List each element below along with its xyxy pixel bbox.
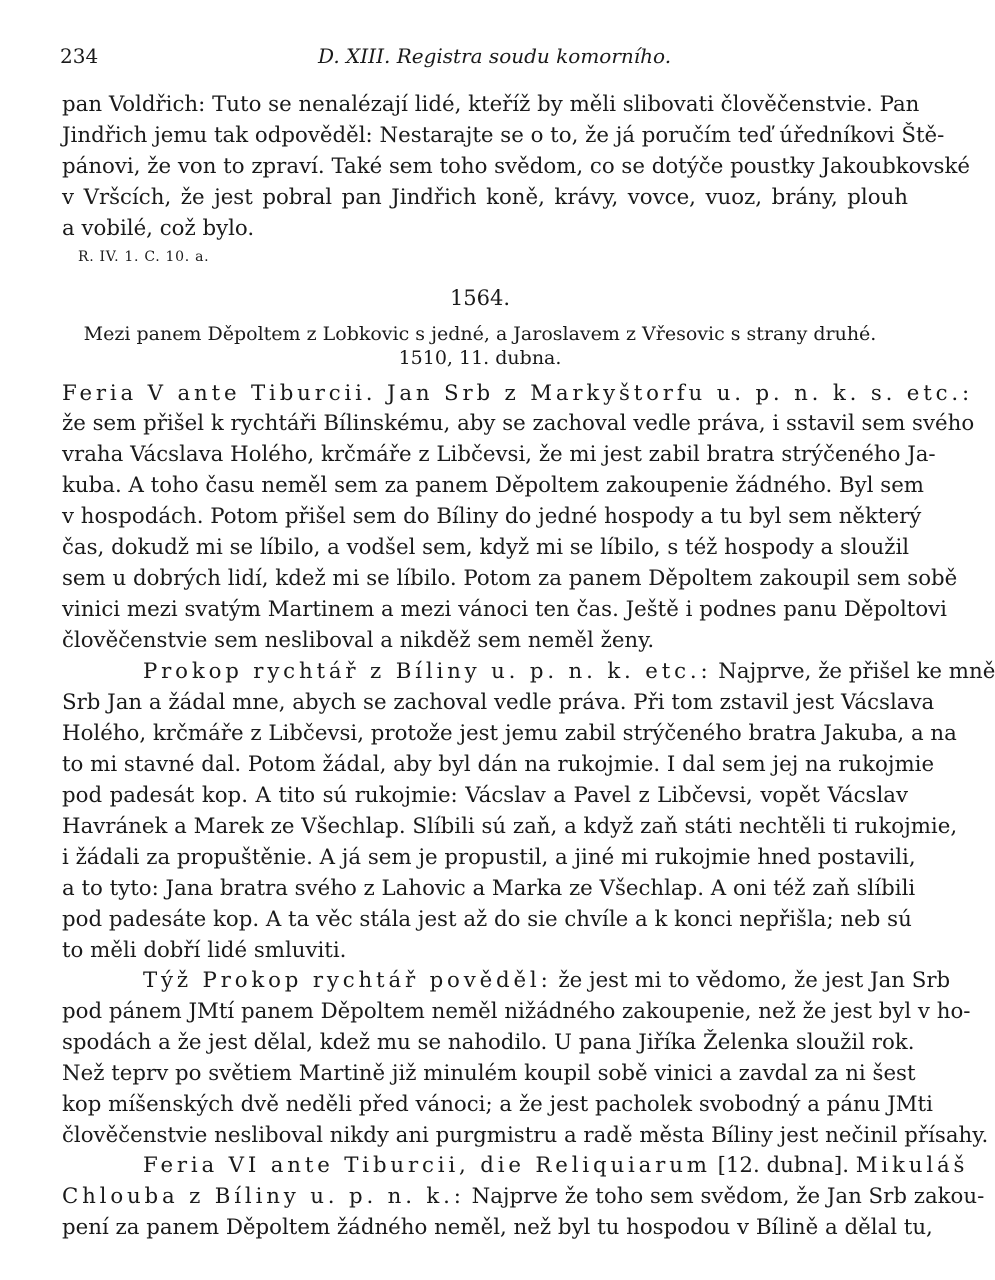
- line-text: Najprve že toho sem svědom, že Jan Srb zakou-: [471, 1184, 985, 1209]
- heading-text: Feria V ante Tiburcii. Jan Srb z Markyštorfu u. p. n. k. s. etc.:: [62, 381, 974, 406]
- heading-text: Mikuláš: [855, 1153, 969, 1178]
- date-text: [12. dubna].: [717, 1153, 849, 1178]
- paragraph-first-line: [143, 1152, 969, 1180]
- archive-citation: R. IV. 1. C. 10. a.: [78, 249, 210, 265]
- text-line: vraha Vácslava Holého, krčmáře z Libčevsi, že mi jest zabil bratra strýčeného Ja-: [62, 442, 936, 467]
- paragraph-first-line: [143, 658, 995, 686]
- page-number: 234: [60, 44, 99, 68]
- entry-summary: Mezi panem Děpoltem z Lobkovic s jedné, a Jaroslavem z Vřesovic s strany druhé.: [83, 323, 877, 345]
- text-line: Havránek a Marek ze Všechlap. Slíbili sú zaň, a když zaň státi nechtěli ti rukojmie,: [62, 814, 958, 839]
- entry-number: 1564.: [449, 286, 511, 310]
- text-line: Jindřich jemu tak odpověděl: Nestarajte se o to, že já poručím teď úředníkovi Ště-: [62, 123, 945, 148]
- text-line: pod padesát kop. A tito sú rukojmie: Vácslav a Pavel z Libčevsi, vopět Vácslav: [62, 783, 908, 808]
- heading-text: Chlouba z Bíliny u. p. n. k.:: [62, 1184, 465, 1209]
- line-text: Najprve, že přišel ke mně: [718, 659, 995, 684]
- text-line: kuba. A toho času neměl sem za panem Děpoltem zakoupenie žádného. Byl sem: [62, 473, 924, 498]
- text-line: sem u dobrých lidí, kdež mi se líbilo. Potom za panem Děpoltem zakoupil sem sobě: [62, 566, 958, 591]
- text-line: vinici mezi svatým Martinem a mezi vánoci ten čas. Ještě i podnes panu Děpoltovi: [62, 597, 947, 622]
- text-line: Holého, krčmáře z Libčevsi, protože jest jemu zabil strýčeného bratra Jakuba, a na: [62, 721, 957, 746]
- text-line: že sem přišel k rychtáři Bílinskému, aby se zachoval vedle práva, i sstavil sem svého: [62, 411, 975, 436]
- text-line: člověčenstvie nesliboval nikdy ani purgmistru a radě města Bíliny jest nečinil přísahy.: [62, 1123, 989, 1148]
- paragraph-first-line: [143, 967, 951, 995]
- page-header: [60, 44, 910, 74]
- line-text: že jest mi to vědomo, že jest Jan Srb: [558, 968, 951, 993]
- entry-date: 1510, 11. dubna.: [398, 347, 562, 369]
- text-line: pení za panem Děpoltem žádného neměl, než byl tu hospodou v Bílině a dělal tu,: [62, 1215, 933, 1240]
- paragraph-heading: [62, 380, 974, 408]
- text-line: pod padesáte kop. A ta věc stála jest až do sie chvíle a k konci nepřišla; neb sú: [62, 907, 912, 932]
- text-line: i žádali za propuštěnie. A já sem je propustil, a jiné mi rukojmie hned postavili,: [62, 845, 916, 870]
- text-line: to měli dobří lidé smluviti.: [62, 938, 347, 963]
- text-line: čas, dokudž mi se líbilo, a vodšel sem, když mi se líbilo, s též hospody a sloužil: [62, 535, 910, 560]
- text-line: to mi stavné dal. Potom žádal, aby byl dán na rukojmie. I dal sem jej na rukojmie: [62, 752, 935, 777]
- heading-text: Prokop rychtář z Bíliny u. p. n. k. etc.:: [143, 659, 712, 684]
- text-line: Než teprv po světiem Martině již minulém koupil sobě vinici a zavdal za ni šest: [62, 1061, 916, 1086]
- text-line: a to tyto: Jana bratra svého z Lahovic a Marka ze Všechlap. A oni též zaň slíbili: [62, 876, 916, 901]
- paragraph-line: [62, 1183, 985, 1211]
- text-line: v Vršcích, že jest pobral pan Jindřich koně, krávy, vovce, vuoz, brány, plouh: [62, 185, 908, 210]
- heading-text: Týž Prokop rychtář pověděl:: [143, 968, 552, 993]
- text-line: pan Voldřich: Tuto se nenalézají lidé, kteříž by měli slibovati člověčenstvie. Pan: [62, 92, 920, 117]
- text-line: v hospodách. Potom přišel sem do Bíliny do jedné hospody a tu byl sem některý: [62, 504, 922, 529]
- running-head: D. XIII. Registra soudu komorního.: [318, 44, 672, 68]
- text-line: kop míšenských dvě neděli před vánoci; a že jest pacholek svobodný a pánu JMti: [62, 1092, 933, 1117]
- text-line: pod pánem JMtí panem Děpoltem neměl nižádného zakoupenie, než že jest byl v ho-: [62, 999, 971, 1024]
- heading-text: Feria VI ante Tiburcii, die Reliquiarum: [143, 1153, 711, 1178]
- text-line: a vobilé, což bylo.: [62, 216, 255, 241]
- text-line: člověčenstvie sem nesliboval a nikděž sem neměl ženy.: [62, 628, 655, 653]
- text-line: spodách a že jest dělal, kdež mu se nahodilo. U pana Jiříka Želenka sloužil rok.: [62, 1030, 915, 1055]
- text-line: Srb Jan a žádal mne, abych se zachoval vedle práva. Při tom zstavil jest Vácslava: [62, 690, 935, 715]
- text-line: pánovi, že von to zpraví. Také sem toho svědom, co se dotýče poustky Jakoubkovské: [62, 154, 970, 179]
